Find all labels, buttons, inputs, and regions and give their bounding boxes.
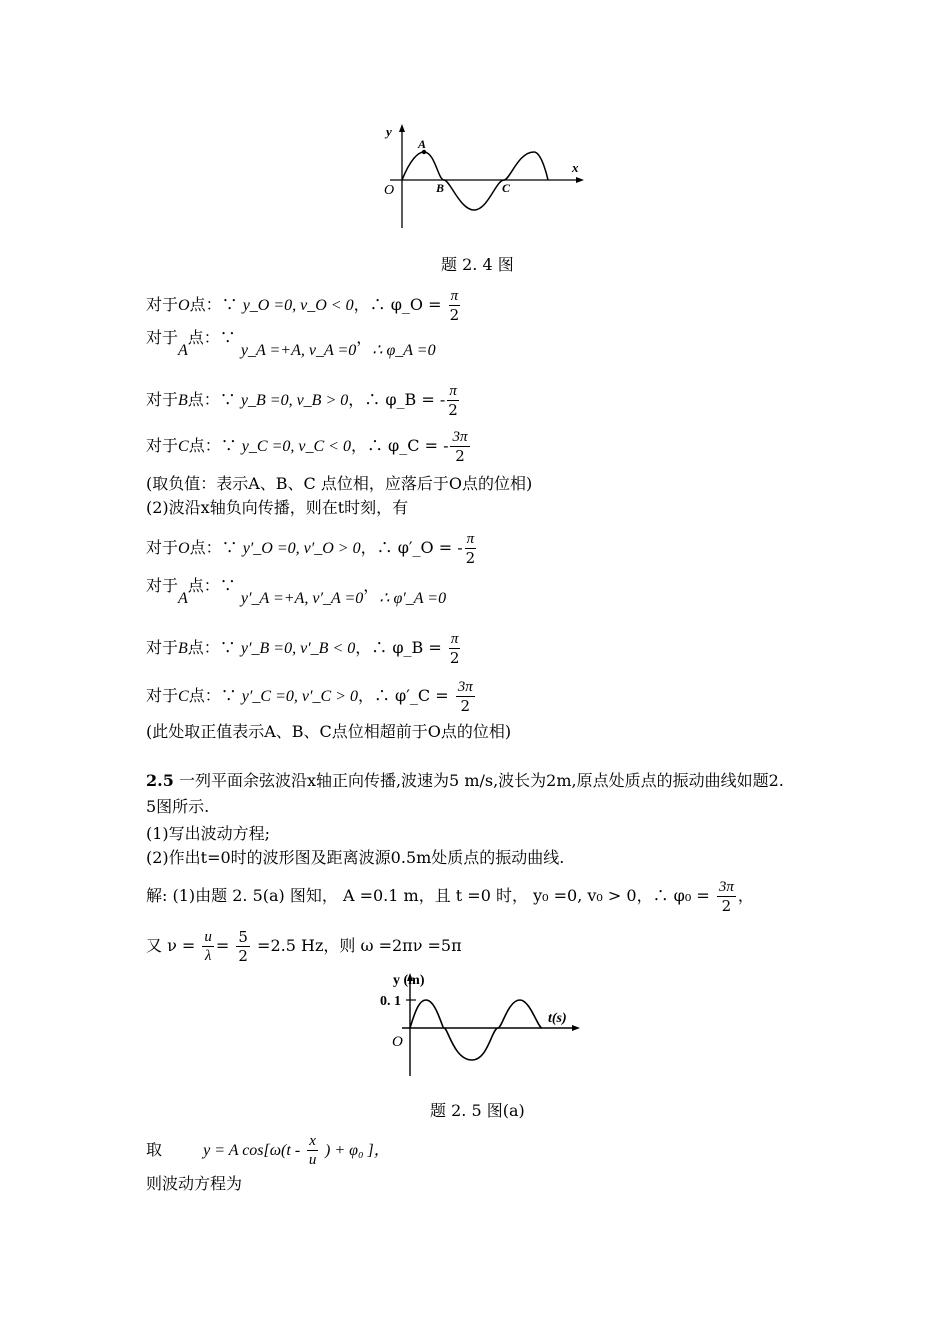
line-b-2: 对于B点：∵ y′_B =0, v′_B < 0，∴ φ_B = $\frac{\pi}{2}$ — [146, 631, 460, 667]
line-b-1: 对于B点：∵ y_B =0, v_B > 0，∴ φ_B = - $\frac{\pi}{2}$ — [146, 383, 458, 419]
fraction: $\frac{3\pi}{2}$ — [452, 429, 468, 465]
part-2-intro: (2)波沿x轴负向传播，则在t时刻，有 — [146, 498, 409, 517]
figure-2-5a — [380, 968, 590, 1083]
x-arrow — [576, 177, 584, 183]
figure-2-4 — [370, 120, 600, 235]
fraction: $\frac{3\pi}{2}$ — [718, 879, 734, 915]
question-2: (2)作出t=0时的波形图及距离波源0.5m处质点的振动曲线. — [146, 848, 565, 867]
label-c: C — [502, 181, 511, 195]
fraction: $\frac{\pi}{2}$ — [465, 531, 476, 567]
line-c-2: 对于C点：∵ y′_C =0, v′_C > 0，∴ φ′_C = $\frac{3\pi}{2}$ — [146, 679, 473, 715]
vibration-curve — [410, 1000, 542, 1060]
fraction: $\frac{\pi}{2}$ — [449, 288, 460, 324]
note-2: (此处取正值表示A、B、C点位相超前于O点的位相) — [146, 722, 512, 741]
take-line: 取 y = A cos[ω(t - $\frac{x}{u}$ ) + φ₀ ]， — [146, 1133, 390, 1168]
label-y: y — [386, 124, 392, 139]
line-c-1: 对于C点：∵ y_C =0, v_C < 0，∴ φ_C = - $\frac{3\pi}{2}$ — [146, 429, 468, 465]
label-x: x — [572, 160, 579, 175]
final-line: 则波动方程为 — [146, 1174, 243, 1193]
fraction: $\frac{3\pi}{2}$ — [457, 679, 473, 715]
figure-2-4-caption: 题 2. 4 图 — [441, 255, 514, 274]
line-a-2: 对于A点：∵ y′_A =+A, v′_A =0，∴ φ′_A =0 — [146, 576, 447, 607]
line-o-1: 对于O点：∵ y_O =0, v_O < 0，∴ φ_O = $\frac{\pi}{2}$ — [146, 288, 460, 324]
t-arrow — [572, 1025, 580, 1031]
fraction: $\frac{5}{2}$ — [238, 928, 248, 965]
label-y: y (m) — [393, 973, 425, 988]
line-a-1: 对于A点：∵ y_A =+A, v_A =0，∴ φ_A =0 — [146, 328, 436, 359]
problem-2-5: 2.5 一列平面余弦波沿x轴正向传播,波速为5 m/s,波长为2m,原点处质点的振动曲线如题2. — [146, 771, 784, 790]
fraction: $\frac{\pi}{2}$ — [448, 383, 458, 419]
fraction: $\frac{x}{u}$ — [308, 1133, 317, 1168]
line-o-2: 对于O点：∵ y′_O =0, v′_O > 0，∴ φ′_O = - $\frac{\pi}{2}$ — [146, 531, 476, 567]
label-t: t(s) — [548, 1011, 567, 1026]
figure-2-5a-caption: 题 2. 5 图(a) — [430, 1101, 525, 1120]
question-1: (1)写出波动方程; — [146, 824, 271, 843]
label-a: A — [418, 137, 427, 151]
solution-line-1: 解: (1)由题 2. 5(a) 图知， A =0.1 m，且 t =0 时， y₀ =0, v₀ > 0，∴ φ₀ = $\frac{3\pi}{2}$ ， — [146, 879, 754, 915]
solution-line-2: 又 ν = $\frac{u}{\lambda}$ = $\frac{5}{2}$ =2.5 Hz，则 ω =2πν =5π — [146, 928, 462, 965]
label-o: O — [384, 183, 395, 198]
label-b: B — [436, 181, 445, 195]
wave-curve — [402, 152, 548, 210]
problem-2-5-cont: 5图所示. — [146, 797, 210, 816]
fraction: $\frac{u}{\lambda}$ — [204, 929, 212, 964]
label-o: O — [392, 1034, 403, 1050]
note-1: (取负值：表示A、B、C 点位相，应落后于O点的位相) — [146, 474, 533, 493]
label-amp: 0. 1 — [380, 994, 401, 1009]
y-arrow — [399, 124, 405, 132]
fraction: $\frac{\pi}{2}$ — [449, 631, 460, 667]
